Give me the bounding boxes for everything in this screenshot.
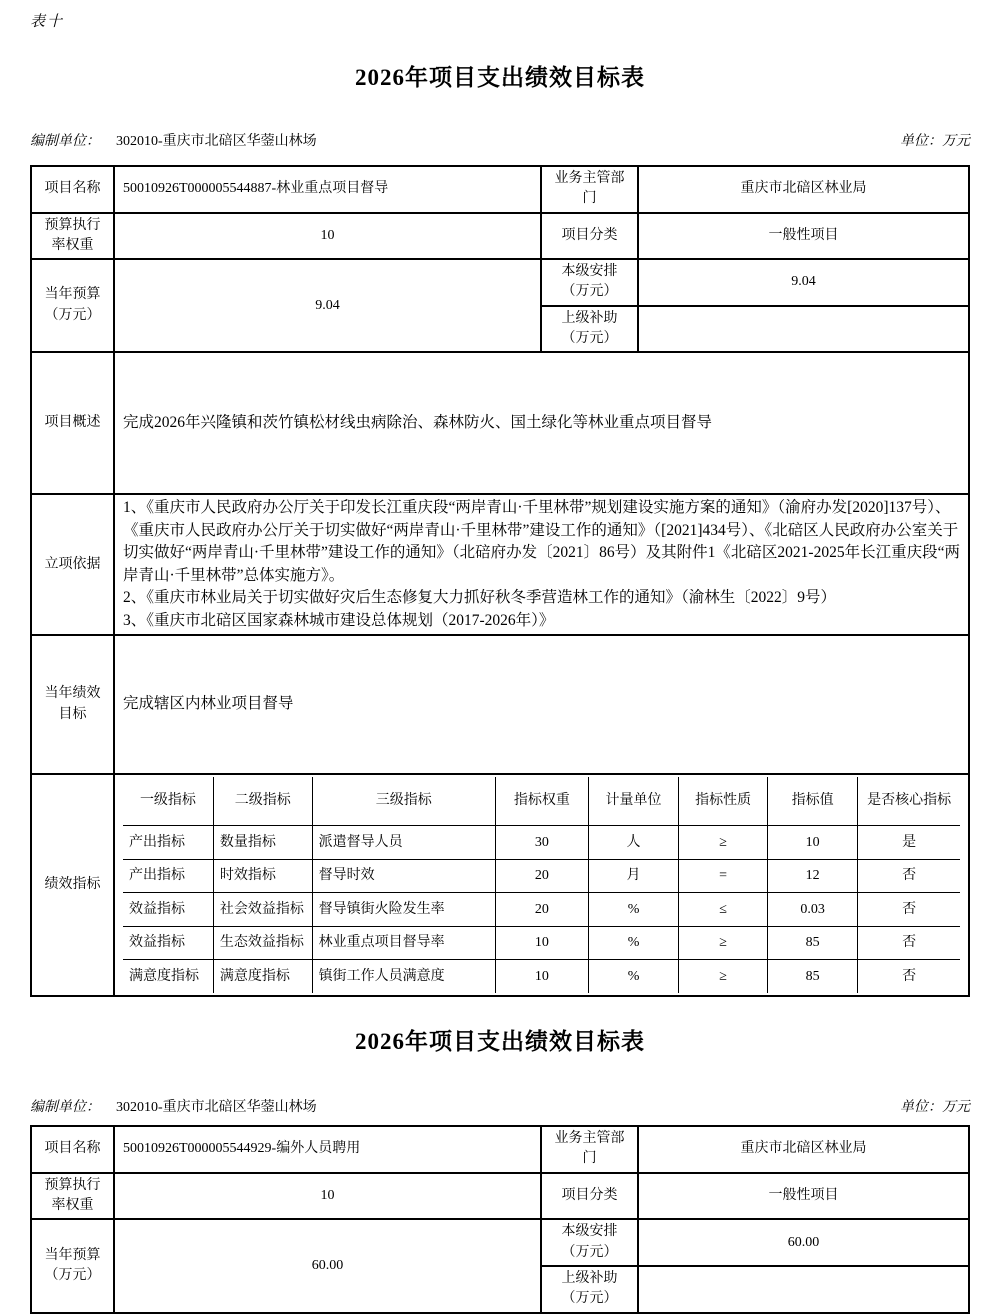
indicator-cell: 时效指标: [213, 859, 312, 892]
indicator-cell: 85: [767, 926, 857, 959]
prepared-by-value-2: 302010-重庆市北碚区华蓥山林场: [116, 1100, 317, 1116]
project-category-value: 一般性项目: [638, 213, 969, 260]
indicator-cell: 否: [858, 960, 960, 994]
superior-subsidy-value-2: [638, 1266, 969, 1313]
prepared-by-value: 302010-重庆市北碚区华蓥山林场: [116, 134, 317, 149]
budget-exec-weight-value: 10: [114, 213, 541, 260]
budget-exec-weight-label: 预算执行率权重: [31, 213, 114, 260]
meta-row: [30, 130, 970, 150]
indicators-label: 绩效指标: [31, 774, 114, 996]
dept-value: 重庆市北碚区林业局: [638, 166, 969, 213]
indicator-cell: 满意度指标: [213, 960, 312, 994]
local-arrangement-label: 本级安排（万元）: [541, 259, 638, 306]
col-header-level2: 二级指标: [213, 777, 312, 826]
indicator-cell: 派遣督导人员: [312, 826, 495, 859]
dept-value-2: 重庆市北碚区林业局: [638, 1126, 969, 1173]
superior-subsidy-label: 上级补助（万元）: [541, 306, 638, 353]
col-header-core: 是否核心指标: [858, 777, 960, 826]
indicator-cell: 85: [767, 960, 857, 994]
indicator-cell: 10: [495, 960, 588, 994]
annual-budget-value-2: 60.00: [114, 1219, 541, 1312]
superior-subsidy-value: [638, 306, 969, 353]
prepared-by-label: 编制单位：: [30, 134, 100, 149]
budget-exec-weight-label-2: 预算执行率权重: [31, 1173, 114, 1220]
prepared-by-label-2: 编制单位：: [30, 1100, 100, 1116]
project-overview-label: 项目概述: [31, 352, 114, 494]
indicator-cell: 社会效益指标: [213, 893, 312, 926]
annual-budget-label: 当年预算（万元）: [31, 259, 114, 352]
superior-subsidy-label-2: 上级补助（万元）: [541, 1266, 638, 1313]
project-category-value-2: 一般性项目: [638, 1173, 969, 1220]
col-header-unit: 计量单位: [588, 777, 678, 826]
indicator-cell: 12: [767, 859, 857, 892]
page-title: 2026年项目支出绩效目标表: [355, 65, 645, 90]
project-category-label-2: 项目分类: [541, 1173, 638, 1220]
unit-label-2: 单位：万元: [900, 1100, 970, 1116]
unit-label: 单位：万元: [900, 134, 970, 149]
basis-item-1: 1、《重庆市人民政府办公厅关于印发长江重庆段“两岸青山·千里林带”规划建设实施方案的通知》（渝府办发[2020]137号）、《重庆市人民政府办公厅关于切实做好“两岸青山·千里林带”建设工作的通知》（[2021]434号）、《北碚区人民政府办公室关于切实做好“两岸青山·千里林带”建设工作的通知》（北碚府办发〔2021〕86号）及其附件1《北碚区2021-2025年长江重庆段“两岸青山·千里林带”总体实施方》。: [123, 499, 960, 584]
project-name-label: 项目名称: [31, 166, 114, 213]
indicator-cell: 月: [588, 859, 678, 892]
indicator-cell: 0.03: [767, 893, 857, 926]
local-arrangement-label-2: 本级安排（万元）: [541, 1219, 638, 1266]
col-header-level1: 一级指标: [123, 777, 213, 826]
project-name-value-2: 50010926T000005544929-编外人员聘用: [114, 1126, 541, 1173]
col-header-level3: 三级指标: [312, 777, 495, 826]
project-category-label: 项目分类: [541, 213, 638, 260]
indicator-cell: 督导镇街火险发生率: [312, 893, 495, 926]
budget-exec-weight-value-2: 10: [114, 1173, 541, 1220]
indicator-cell: %: [588, 960, 678, 994]
indicator-cell: ≥: [679, 960, 768, 994]
indicator-cell: 10: [767, 826, 857, 859]
indicator-cell: %: [588, 926, 678, 959]
basis-item-3: 3、《重庆市北碚区国家森林城市建设总体规划（2017-2026年）》: [123, 611, 555, 629]
project-basis-label: 立项依据: [31, 494, 114, 635]
page-title-2: 2026年项目支出绩效目标表: [355, 1029, 645, 1055]
project-name-label-2: 项目名称: [31, 1126, 114, 1173]
indicator-row: [123, 893, 960, 926]
local-arrangement-value-2: 60.00: [638, 1219, 969, 1266]
indicator-cell: ≤: [679, 893, 768, 926]
project-basis-value: [114, 494, 969, 635]
col-header-weight: 指标权重: [495, 777, 588, 826]
prepared-by: [30, 130, 317, 150]
indicator-cell: 生态效益指标: [213, 926, 312, 959]
indicator-row: [123, 859, 960, 892]
performance-target-table-1: [30, 165, 970, 997]
indicator-cell: 人: [588, 826, 678, 859]
indicator-cell: ≥: [679, 926, 768, 959]
table-number-label: 表十: [30, 14, 65, 30]
basis-item-2: 2、《重庆市林业局关于切实做好灾后生态修复大力抓好秋冬季营造林工作的通知》（渝林生〔2022〕9号）: [123, 589, 837, 607]
indicator-row: [123, 826, 960, 859]
annual-budget-value: 9.04: [114, 259, 541, 352]
indicator-cell: =: [679, 859, 768, 892]
indicator-cell: 林业重点项目督导率: [312, 926, 495, 959]
local-arrangement-value: 9.04: [638, 259, 969, 306]
indicator-cell: 否: [858, 893, 960, 926]
annual-goal-label: 当年绩效目标: [31, 635, 114, 774]
indicator-cell: 10: [495, 926, 588, 959]
indicator-cell: 是: [858, 826, 960, 859]
dept-label: 业务主管部门: [541, 166, 638, 213]
project-name-value: 50010926T000005544887-林业重点项目督导: [114, 166, 541, 213]
indicator-cell: 20: [495, 859, 588, 892]
performance-target-table-2: [30, 1125, 970, 1313]
indicator-row: [123, 926, 960, 959]
indicator-cell: 产出指标: [123, 826, 213, 859]
project-overview-value: 完成2026年兴隆镇和茨竹镇松材线虫病除治、森林防火、国土绿化等林业重点项目督导: [114, 352, 969, 494]
annual-goal-value: 完成辖区内林业项目督导: [114, 635, 969, 774]
indicator-cell: 30: [495, 826, 588, 859]
prepared-by-2: [30, 1096, 317, 1116]
indicator-cell: 效益指标: [123, 926, 213, 959]
indicator-cell: 否: [858, 859, 960, 892]
col-header-value: 指标值: [767, 777, 857, 826]
indicator-cell: 产出指标: [123, 859, 213, 892]
indicators-table: [123, 777, 960, 993]
col-header-nature: 指标性质: [679, 777, 768, 826]
indicator-cell: %: [588, 893, 678, 926]
indicator-cell: 督导时效: [312, 859, 495, 892]
meta-row-2: [30, 1096, 970, 1116]
indicator-cell: 效益指标: [123, 893, 213, 926]
indicator-cell: 数量指标: [213, 826, 312, 859]
indicator-cell: 满意度指标: [123, 960, 213, 994]
indicator-cell: 镇街工作人员满意度: [312, 960, 495, 994]
indicators-area: [114, 774, 969, 996]
dept-label-2: 业务主管部门: [541, 1126, 638, 1173]
indicator-cell: 20: [495, 893, 588, 926]
annual-budget-label-2: 当年预算（万元）: [31, 1219, 114, 1312]
indicator-cell: 否: [858, 926, 960, 959]
indicator-cell: ≥: [679, 826, 768, 859]
indicator-row: [123, 960, 960, 994]
